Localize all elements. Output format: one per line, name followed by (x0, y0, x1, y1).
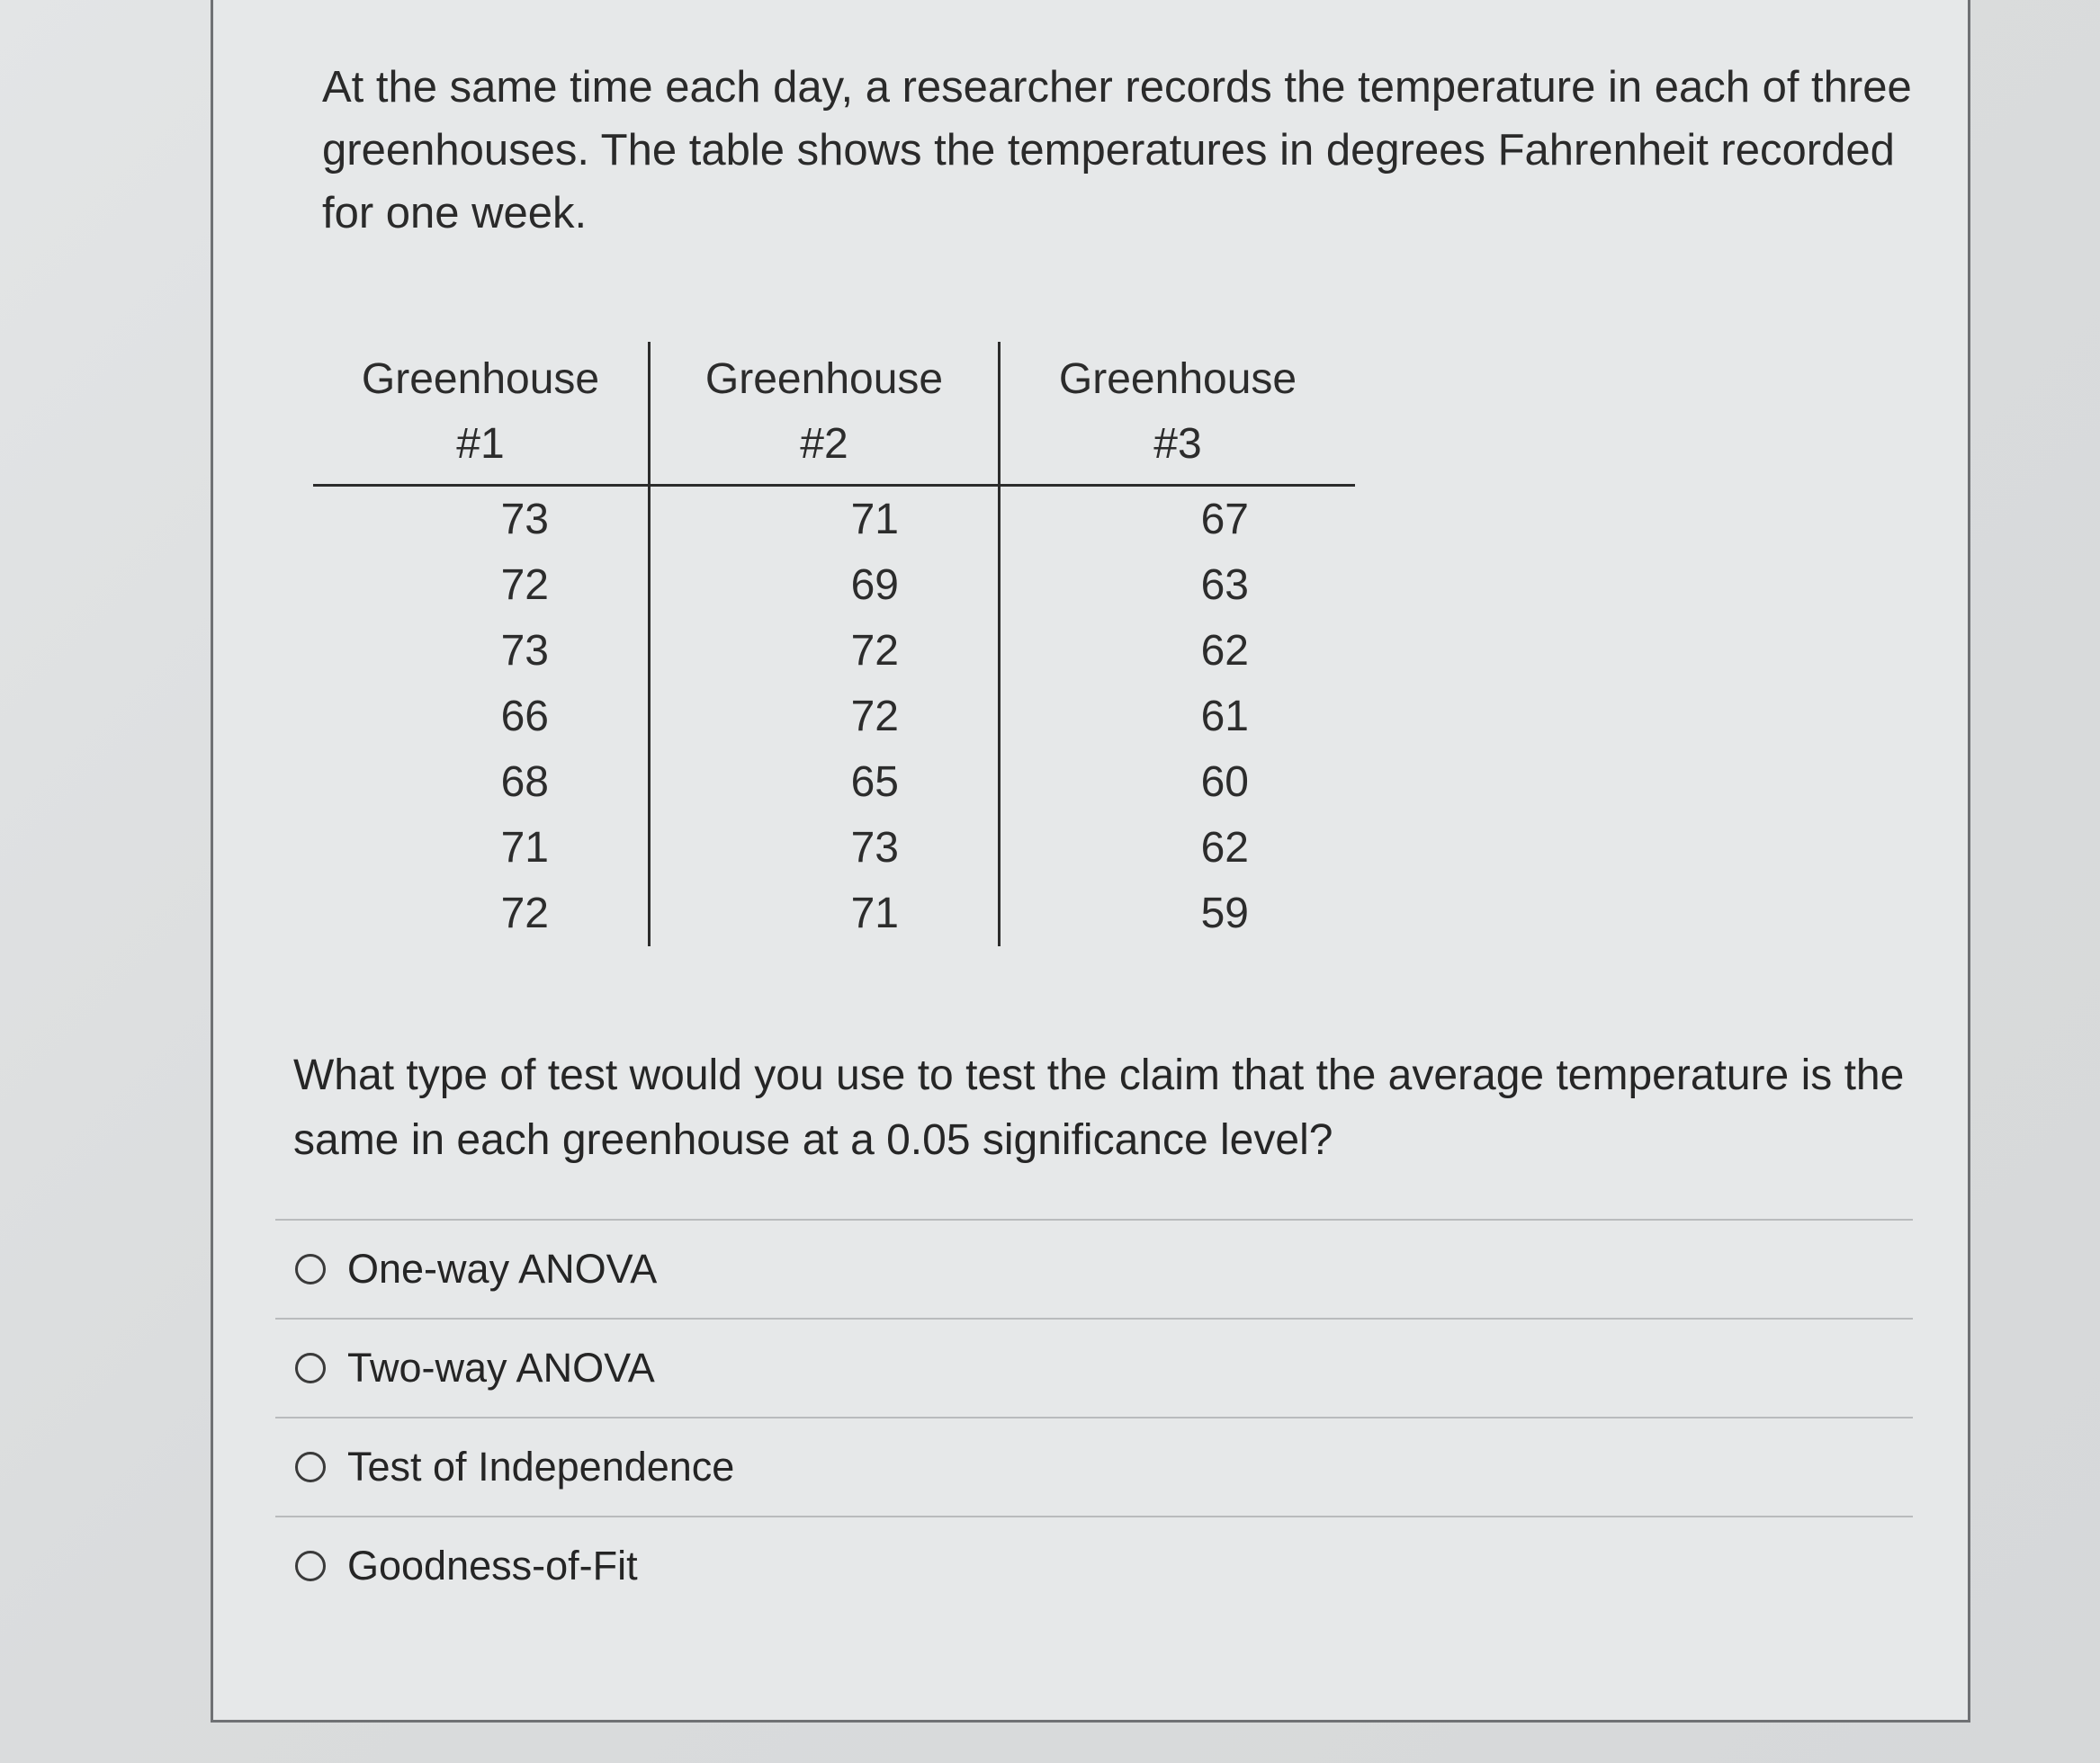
column-header-line2: #2 (800, 420, 848, 468)
table-row (313, 618, 1355, 684)
option-goodness-of-fit[interactable] (275, 1517, 1913, 1615)
column-header-greenhouse-2 (650, 342, 1000, 486)
table-cell: 67 (1200, 496, 1249, 543)
table-cell: 66 (313, 684, 650, 749)
table-row (313, 749, 1355, 815)
table-cell: 73 (313, 618, 650, 684)
table-cell: 72 (313, 552, 650, 618)
table-cell: 63 (1200, 561, 1249, 609)
option-label: Test of Independence (347, 1444, 735, 1490)
table-cell: 68 (313, 749, 650, 815)
option-label: Two-way ANOVA (347, 1345, 655, 1391)
table-cell: 71 (650, 486, 1000, 553)
answer-options (275, 1219, 1913, 1615)
question-prompt: At the same time each day, a researcher records the temperature in each of three greenhouses. The table shows the temperatures in degrees Fahrenheit recorded for one week. (322, 63, 1912, 237)
table-cell: 71 (650, 881, 1000, 946)
table-cell: 59 (1200, 890, 1249, 937)
table-cell: 65 (650, 749, 1000, 815)
column-header-greenhouse-3 (1000, 342, 1356, 486)
table-row (313, 552, 1355, 618)
table-cell: 62 (1200, 627, 1249, 675)
radio-empty-icon[interactable] (295, 1254, 326, 1284)
table-row (313, 684, 1355, 749)
option-label: One-way ANOVA (347, 1246, 658, 1292)
column-header-line1: Greenhouse (1058, 355, 1297, 403)
table-row (313, 815, 1355, 881)
radio-empty-icon[interactable] (295, 1353, 326, 1383)
table-cell: 72 (650, 684, 1000, 749)
table-cell: 71 (313, 815, 650, 881)
column-header-line2: #1 (456, 420, 505, 468)
table-cell: 73 (313, 486, 650, 553)
column-header-line1: Greenhouse (704, 355, 944, 403)
table-cell: 72 (650, 618, 1000, 684)
table-header-row (313, 342, 1355, 486)
table-cell: 72 (313, 881, 650, 946)
radio-empty-icon[interactable] (295, 1551, 326, 1581)
radio-empty-icon[interactable] (295, 1452, 326, 1482)
table-row (313, 486, 1355, 553)
table-row (313, 881, 1355, 946)
option-one-way-anova[interactable] (275, 1221, 1913, 1320)
option-test-of-independence[interactable] (275, 1418, 1913, 1517)
option-label: Goodness-of-Fit (347, 1543, 638, 1588)
column-header-line2: #3 (1153, 420, 1202, 468)
column-header-line1: Greenhouse (361, 355, 600, 403)
table-cell: 62 (1200, 824, 1249, 872)
temperature-table (313, 342, 1355, 946)
table-cell: 69 (650, 552, 1000, 618)
table-cell: 60 (1200, 758, 1249, 806)
table-cell: 73 (650, 815, 1000, 881)
column-header-greenhouse-1 (313, 342, 650, 486)
option-two-way-anova[interactable] (275, 1320, 1913, 1418)
table-cell: 61 (1200, 693, 1249, 740)
question-text: What type of test would you use to test the claim that the average temperature is the same in each greenhouse at a 0.05 significance level? (293, 1052, 1905, 1164)
